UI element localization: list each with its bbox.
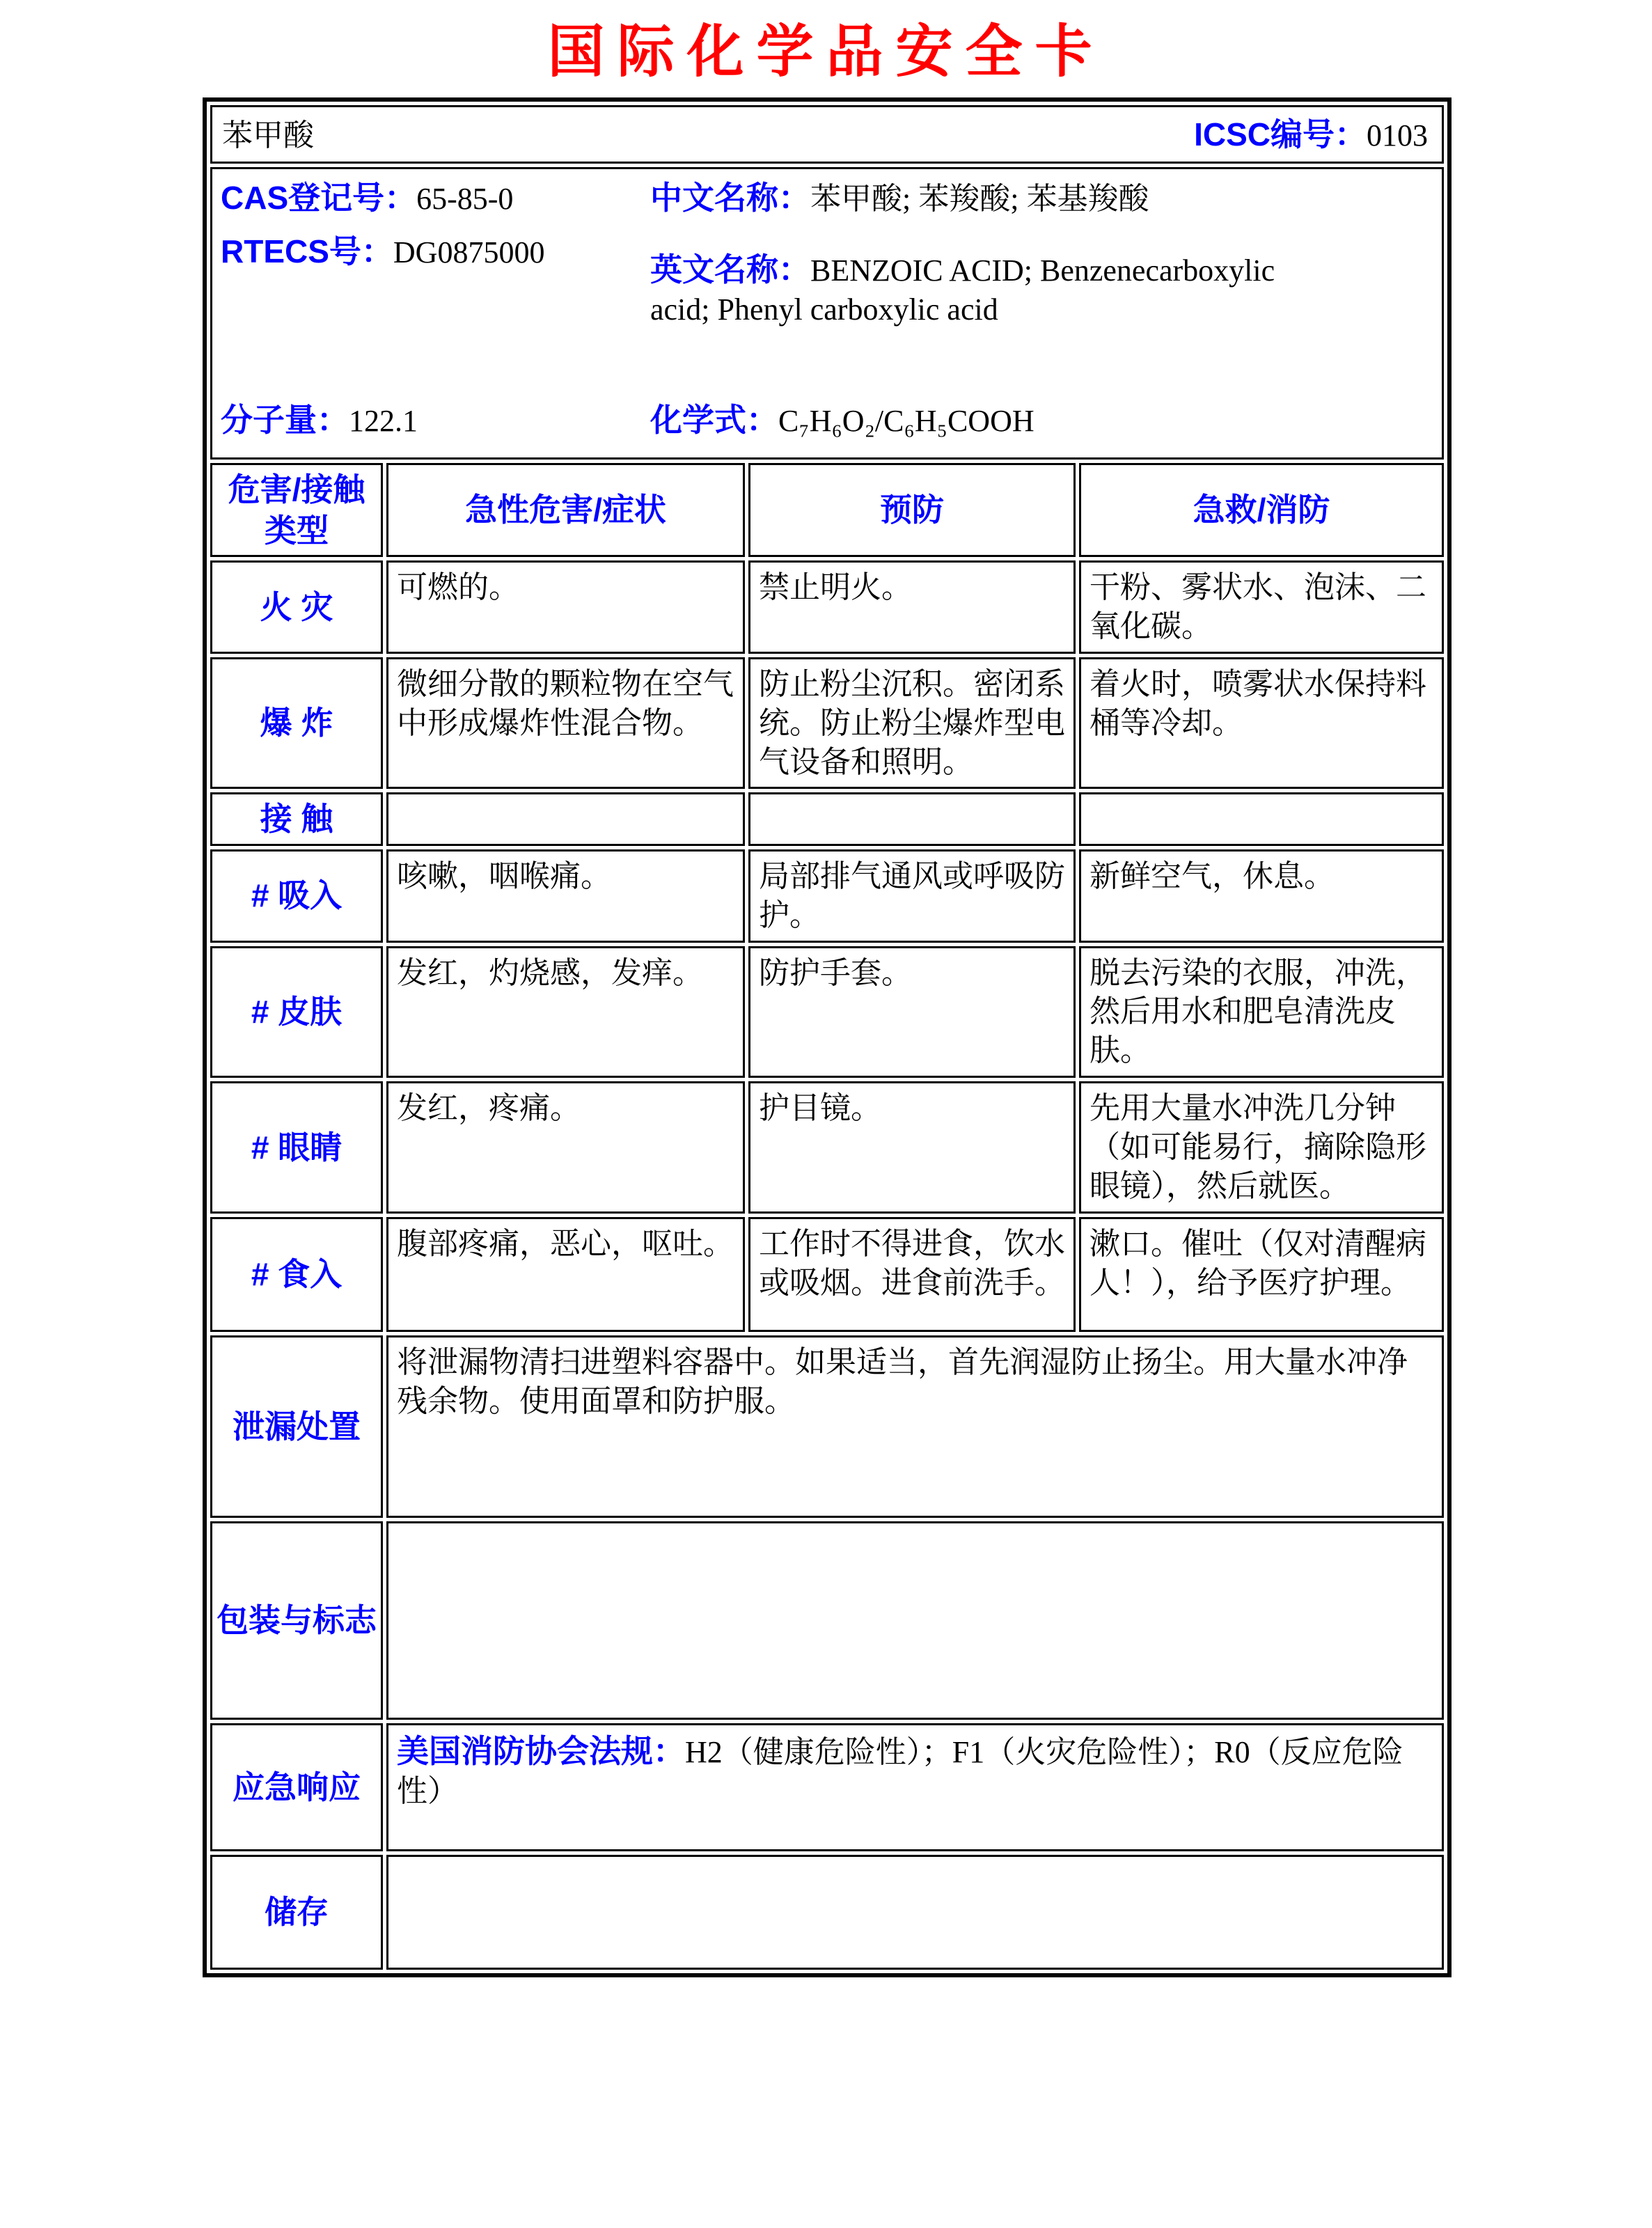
eyes-symptoms: 发红，疼痛。 [386, 1081, 745, 1214]
hazard-header-symptoms: 急性危害/症状 [386, 463, 745, 557]
inhalation-prevention: 局部排气通风或呼吸防护。 [748, 849, 1076, 943]
eyes-prevention: 护目镜。 [748, 1081, 1076, 1214]
ingestion-first-aid: 漱口。催吐（仅对清醒病人！），给予医疗护理。 [1079, 1217, 1444, 1332]
storage-label: 储存 [210, 1855, 383, 1970]
chemical-name: 苯甲酸 [222, 118, 314, 152]
exposure-symptoms [386, 792, 745, 845]
exposure-type-label: 接 触 [210, 792, 383, 845]
hazard-row-fire [210, 560, 1444, 654]
fire-first-aid: 干粉、雾状水、泡沫、二氧化碳。 [1079, 560, 1444, 654]
hazard-header-type: 危害/接触类型 [210, 463, 383, 557]
skin-prevention: 防护手套。 [748, 946, 1076, 1078]
chinese-names-value: 苯甲酸; 苯羧酸; 苯基羧酸 [810, 182, 1149, 217]
chemical-formula-value: C₇H₆O₂/C₆H₅COOH [778, 404, 1035, 439]
nfpa-code-label: 美国消防协会法规： [397, 1732, 685, 1769]
hazard-header-prevention: 预防 [748, 463, 1076, 557]
inhalation-symptoms: 咳嗽，咽喉痛。 [386, 849, 745, 943]
icsc-table [203, 97, 1452, 1977]
icsc-number-value: 0103 [1367, 118, 1429, 152]
hazard-row-exposure [210, 792, 1444, 845]
molecular-weight-value: 122.1 [349, 404, 418, 439]
nfpa-code-value: H2（健康危险性）；F1（火灾危险性）；R0（反应危险性） [397, 1734, 1403, 1808]
section-row-spillage [210, 1335, 1444, 1518]
molecular-weight [221, 400, 650, 441]
molecular-weight-label: 分子量： [221, 402, 349, 439]
hazard-row-eyes [210, 1081, 1444, 1214]
identifiers-cell [210, 167, 1444, 460]
fire-prevention: 禁止明火。 [748, 560, 1076, 654]
fire-symptoms: 可燃的。 [386, 560, 745, 654]
icsc-number [1194, 114, 1428, 155]
hazard-header-first-aid: 急救/消防 [1079, 463, 1444, 557]
exposure-prevention [748, 792, 1076, 845]
rtecs-number [221, 231, 650, 272]
icsc-number-label: ICSC编号： [1194, 116, 1367, 152]
page-title: 国际化学品安全卡 [547, 20, 1105, 84]
ingestion-type-label: # 食入 [210, 1217, 383, 1332]
chinese-names-label: 中文名称： [650, 180, 810, 217]
identifiers-left-column [221, 178, 650, 452]
hazard-row-explosion [210, 657, 1444, 790]
emergency-response-content [386, 1723, 1444, 1851]
header-row [210, 105, 1444, 164]
packaging-content [386, 1521, 1444, 1720]
ingestion-symptoms: 腹部疼痛，恶心，呕吐。 [386, 1217, 745, 1332]
identifiers-row [210, 167, 1444, 460]
explosion-symptoms: 微细分散的颗粒物在空气中形成爆炸性混合物。 [386, 657, 745, 790]
spillage-label: 泄漏处置 [210, 1335, 383, 1518]
eyes-first-aid: 先用大量水冲洗几分钟（如可能易行，摘除隐形眼镜），然后就医。 [1079, 1081, 1444, 1214]
section-row-storage [210, 1855, 1444, 1970]
explosion-prevention: 防止粉尘沉积。密闭系统。防止粉尘爆炸型电气设备和照明。 [748, 657, 1076, 790]
english-names-value: BENZOIC ACID; Benzenecarboxylic acid; Phenyl carboxylic acid [650, 253, 1275, 327]
section-row-packaging [210, 1521, 1444, 1720]
skin-first-aid: 脱去污染的衣服，冲洗，然后用水和肥皂清洗皮肤。 [1079, 946, 1444, 1078]
storage-content [386, 1855, 1444, 1970]
section-row-emergency-response [210, 1723, 1444, 1851]
spillage-content: 将泄漏物清扫进塑料容器中。如果适当，首先润湿防止扬尘。用大量水冲净残余物。使用面罩和防护服。 [386, 1335, 1444, 1518]
hazard-row-inhalation [210, 849, 1444, 943]
packaging-label: 包装与标志 [210, 1521, 383, 1720]
eyes-type-label: # 眼睛 [210, 1081, 383, 1214]
explosion-type-label: 爆 炸 [210, 657, 383, 790]
english-names [650, 249, 1298, 329]
rtecs-label: RTECS号： [221, 233, 393, 270]
hazard-row-skin [210, 946, 1444, 1078]
chemical-formula-label: 化学式： [650, 402, 778, 439]
fire-type-label: 火 灾 [210, 560, 383, 654]
icsc-card [203, 97, 1452, 1977]
ingestion-prevention: 工作时不得进食，饮水或吸烟。进食前洗手。 [748, 1217, 1076, 1332]
emergency-response-label: 应急响应 [210, 1723, 383, 1851]
hazard-row-ingestion [210, 1217, 1444, 1332]
english-names-label: 英文名称： [650, 251, 810, 288]
hazard-header-row [210, 463, 1444, 557]
rtecs-value: DG0875000 [393, 235, 545, 270]
cas-number [221, 178, 650, 219]
identifiers-right-column [650, 178, 1433, 452]
explosion-first-aid: 着火时，喷雾状水保持料桶等冷却。 [1079, 657, 1444, 790]
exposure-first-aid [1079, 792, 1444, 845]
chinese-names [650, 178, 1433, 219]
header-cell [210, 105, 1444, 164]
inhalation-first-aid: 新鲜空气，休息。 [1079, 849, 1444, 943]
cas-value: 65-85-0 [416, 182, 514, 217]
cas-label: CAS登记号： [221, 180, 417, 217]
skin-type-label: # 皮肤 [210, 946, 383, 1078]
skin-symptoms: 发红，灼烧感，发痒。 [386, 946, 745, 1078]
inhalation-type-label: # 吸入 [210, 849, 383, 943]
chemical-formula [650, 400, 1433, 441]
